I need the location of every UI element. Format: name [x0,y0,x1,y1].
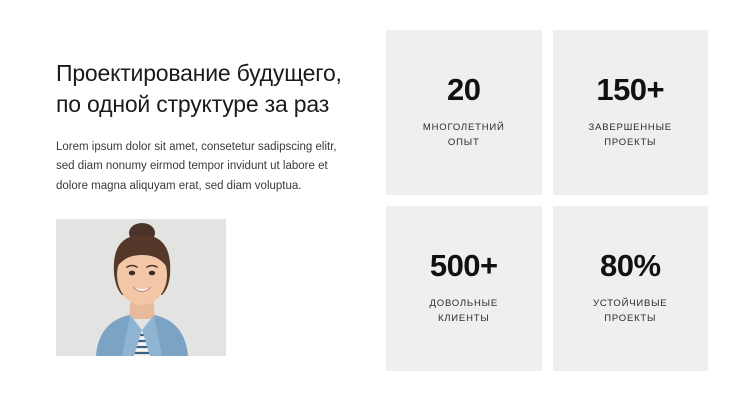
stat-label-line1: МНОГОЛЕТНИЙ [422,122,505,134]
stat-value: 500+ [429,248,498,284]
stat-label-line1: ЗАВЕРШЕННЫЕ [588,122,672,134]
stat-card-sustainable-projects [553,206,709,371]
stat-label-line1: ДОВОЛЬНЫЕ [429,298,498,310]
stat-card-happy-clients [386,206,542,371]
hero-column [56,30,356,371]
stat-label [593,297,667,326]
stat-card-completed-projects [553,30,709,195]
portrait-illustration [56,219,226,356]
hero-paragraph: Lorem ipsum dolor sit amet, consetetur sadipscing elitr, sed diam nonumy eirmod tempor invidunt ut labore et dolore magna aliquyam erat, sed diam voluptua. [56,140,337,193]
stats-grid [386,30,708,371]
stat-label-line2: ПРОЕКТЫ [604,313,657,324]
stat-label [430,297,498,326]
stat-card-experience [386,30,542,195]
stat-label-line1: УСТОЙЧИВЫЕ [593,298,668,310]
stat-label-line2: ПРОЕКТЫ [604,137,657,148]
stat-value: 150+ [596,72,665,108]
stat-label [423,121,505,150]
stat-label [589,121,672,150]
page-title: Проектирование будущего, по одной структуре за раз [56,60,342,117]
stat-label-line2: КЛИЕНТЫ [437,313,490,324]
stat-label-line2: ОПЫТ [447,137,480,148]
portrait-image [56,219,226,356]
stat-value: 80% [599,248,661,284]
stat-value: 20 [447,72,481,108]
